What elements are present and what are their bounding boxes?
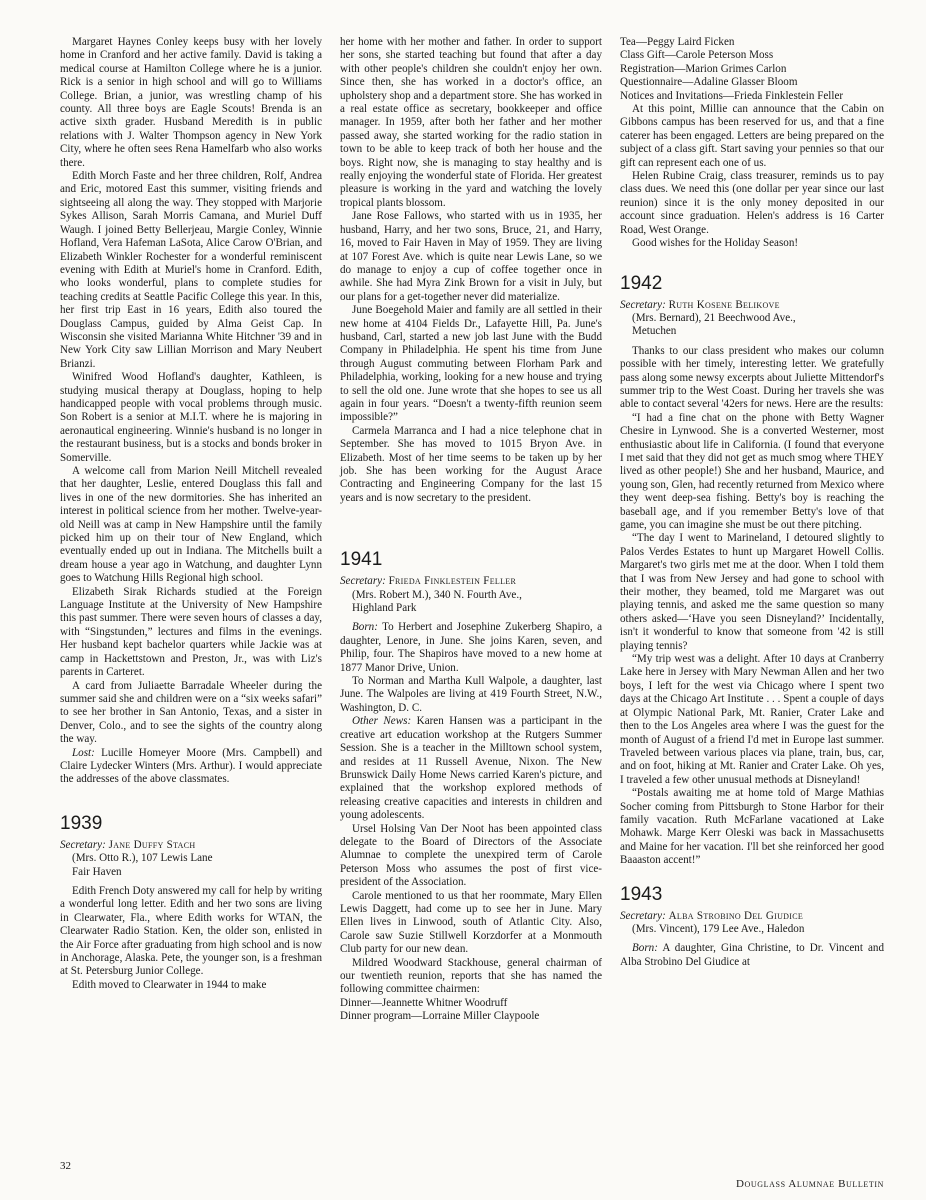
paragraph: Ursel Holsing Van Der Noot has been appointed class delegate to the Board of Directors of the Associate Alumnae to complete the unexpired term of Carole Peterson Moss who assumes the post of first vice-president of the Association. (340, 822, 602, 889)
secretary-label: Secretary: (60, 838, 106, 851)
secretary-label: Secretary: (340, 575, 386, 588)
paragraph: her home with her mother and father. In order to support her sons, she started teaching but found that after a day with other people's children she couldn't enjoy her own. Since then, she has worked in a doctor's office, an upholstery shop and a department store. She has worked in a real estate office as secretary, bookkeeper and office manager. In 1959, after both her father and her mother passed away, she started working for the radio station in town to be able to keep track of both her house and the boys. Right now, she is managing to stay healthy and is really enjoying the wonderful state of Florida. Her greatest pleasure is working in the yard and watching the lovely tropical plants blossom. (340, 36, 602, 209)
class-secretary (620, 910, 884, 937)
secretary-address: (Mrs. Otto R.), 107 Lewis Lane (72, 852, 213, 865)
committee-line: Notices and Invitations—Frieda Finklestein Feller (620, 89, 844, 102)
class-year-heading: 1942 (620, 272, 663, 294)
column-1 (60, 36, 322, 992)
paragraph: Margaret Haynes Conley keeps busy with her lovely home in Cranford and her active family. David is taking a medical course at Hamilton College where he is a junior. Rick is a senior in high school and will go to Williams College. Brian, a junior, was wrestling champ of his county. All three boys are Eagle Scouts! Brenda is an active sixth grader. Husband Meredith is in public relations with J. Walter Thompson agency in New York City, where he often sees Rena Hamelfarb who also works there. (60, 36, 322, 169)
paragraph: A card from Juliaette Barradale Wheeler during the summer said she and children were on a “six weeks safari” to see her brother in San Antonio, Texas, and a sister in Denver, Colo., and to see the sights of the country along the way. (60, 679, 322, 746)
class-secretary (340, 575, 602, 615)
paragraph: Thanks to our class president who makes our column possible with her timely, interesting letter. We gratefully pass along some newsy excerpts about Juliette Mittendorf's summer trip to the West Coast. During her travels she was able to contact several '42ers for news. Here are the results: (620, 344, 884, 411)
committee-line: Questionnaire—Adaline Glasser Bloom (620, 76, 798, 89)
page-number: 32 (60, 1160, 71, 1172)
paragraph: A welcome call from Marion Neill Mitchell revealed that her daughter, Leslie, entered Douglass this fall and lives in one of the new dormitories. She has inherited an interest in political science from her mother. Twelve-year-old Neill was at camp in New Hampshire until the family picked him up on their tour of New England, which eventually ended up out in Indiana. The Mitchells built a dream house a year ago in Watchung, and daughter Lynn goes to Watchung Hills Regional high school. (60, 465, 322, 585)
paragraph-born (620, 942, 884, 969)
paragraph: June Boegehold Maier and family are all settled in their new home at 4104 Fields Dr., Lafayette Hill, Pa. June's husband, Carl, started a new job last June with the Budd Company in Philadelphia. He spent his time from June through August commuting between Florham Park and Philadelphia, working, looking for a new house and trying to sell the old one. June wrote that she hopes to see us all again in four years. “Doesn't a twenty-fifth reunion seem impossible?” (340, 304, 602, 424)
paragraph: Edith moved to Clearwater in 1944 to make (72, 978, 267, 991)
secretary-address: (Mrs. Bernard), 21 Beechwood Ave., (632, 311, 796, 324)
paragraph: Edith Morch Faste and her three children, Rolf, Andrea and Eric, motored East this summer, visiting friends and sightseeing all along the way. They stopped with Marjorie Sykes Allison, Sarah Morris Camana, and Muriel Duff Waugh. I joined Betty Bellerjeau, Margie Conley, Winnie Hofland, Vera Hafeman LaSota, Alice Carow O'Brian, and Elizabeth Winkler Rochester for a wonderful reminiscent evening with Edith at Muriel's home in Cranford. Edith, who looks wonderful, plans to complete studies for teaching credits at Seattle Pacific College this year. In this, her first trip East in 16 years, Edith also toured the Douglass Campus, guided by Alma Geist Cap. In Wisconsin she visited Marianna White Hitchner '39 and in New York City saw Lillian Morrison and Mary Neubert Brianzi. (60, 170, 322, 370)
born-label: Born: (352, 621, 378, 634)
paragraph: Jane Rose Fallows, who started with us in 1935, her husband, Harry, and her two sons, Bruce, 21, and Harry, 16, moved to Fair Haven in May of 1959. They are living at 107 Forest Ave. which is quite near Lewis Lane, so we do manage to enjoy a cup of coffee together once in awhile. She had Myra Zink Brown for a visit in July, but our plans for a get-together never did materialize. (340, 210, 602, 303)
secretary-label: Secretary: (620, 298, 666, 311)
born-text: A daughter, Gina Christine, to Dr. Vincent and Alba Strobino Del Giudice at (620, 942, 884, 968)
class-year-heading: 1939 (60, 812, 103, 834)
committee-line: Registration—Marion Grimes Carlon (620, 62, 787, 75)
paragraph: Edith French Doty answered my call for help by writing a wonderful long letter. Edith and her two sons are living in Clearwater, Fla., where Edith works for WTAN, the Clearwater Radio Station. Ken, the older son, enlisted in the Air Force after graduating from high school and is now in Anchorage, Alaska. Pete, the younger son, is a freshman at St. Petersburg Junior College. (60, 884, 322, 978)
committee-line: Class Gift—Carole Peterson Moss (620, 49, 774, 62)
lost-text: Lucille Homeyer Moore (Mrs. Campbell) and Claire Lydecker Winters (Mrs. Arthur). I would appreciate the addresses of the above classmates. (60, 746, 322, 786)
class-secretary (620, 299, 884, 339)
lost-label: Lost: (72, 746, 95, 759)
publication-title: Douglass Alumnae Bulletin (736, 1178, 884, 1190)
column-2 (340, 36, 602, 1024)
other-news-label: Other News: (352, 715, 412, 728)
paragraph: “Postals awaiting me at home told of Marge Mathias Socher coming from Pittsburgh to Stone Harbor for their family vacation. Ruth McFarlane vacationed at Lake Mohawk. Marge Kerr Oleski was back in Massachusetts and Maine for her vacation. I'll bet she reinforced her good Baaaston accent!” (620, 787, 884, 867)
born-label: Born: (632, 942, 658, 955)
paragraph: Winifred Wood Hofland's daughter, Kathleen, is studying musical therapy at Douglass, hoping to help handicapped people with vocal problems through music. Son Robert is a senior at M.I.T. where he is majoring in aeronautical engineering. Winnie's husband is no longer in the restaurant business, but is a stocks and bonds broker in Somerville. (60, 371, 322, 464)
committee-line: Dinner program—Lorraine Miller Claypoole (340, 1010, 540, 1023)
class-year-heading: 1941 (340, 549, 383, 571)
paragraph-lost (60, 747, 322, 787)
paragraph: Mildred Woodward Stackhouse, general chairman of our twentieth reunion, reports that she has named the following committee chairmen: (340, 956, 602, 996)
secretary-name: Jane Duffy Stach (108, 838, 196, 851)
paragraph: To Norman and Martha Kull Walpole, a daughter, last June. The Walpoles are living at 419 Fourth Street, N.W., Washington, D. C. (340, 675, 602, 714)
secretary-label: Secretary: (620, 909, 666, 922)
committee-line: Tea—Peggy Laird Ficken (620, 36, 735, 48)
secretary-address: (Mrs. Vincent), 179 Lee Ave., Haledon (632, 922, 805, 935)
paragraph: Carole mentioned to us that her roommate, Mary Ellen Lewis Daggett, had come up to see her in June. Mary Ellen lives in Linwood, south of Atlantic City. Also, Carole saw Suzie Stillwell Korzdorfer at a Monmouth Club party for our new dean. (340, 889, 602, 956)
secretary-town: Highland Park (352, 602, 417, 615)
paragraph: Elizabeth Sirak Richards studied at the Foreign Language Institute at the University of New Hampshire this past summer. There were seven hours of classes a day, with “Singstunden,” lectures and films in the evenings. Her husband kept bachelor quarters while Jackie was at camp in Hackettstown and Preston, Jr., was with Liz's parents in Carteret. (60, 585, 322, 679)
secretary-town: Metuchen (632, 325, 677, 338)
paragraph: Good wishes for the Holiday Season! (632, 237, 799, 250)
secretary-name: Alba Strobino Del Giudice (668, 909, 804, 922)
class-secretary (60, 839, 322, 879)
paragraph: “The day I went to Marineland, I detoured slightly to Palos Verdes Estates to hunt up Margaret Howell Collis. Margaret's two girls met me at the door. When I told them that I was from New Jersey and had gone to school with their mother, they beamed, told me Margaret was out playing tennis, and asked me the same question so many others asked—‘Have you seen Disneyland?’ Incidentally, isn't it wonderful to know that someone from '42 is still playing tennis? (620, 532, 884, 652)
secretary-name: Ruth Kosene Belikove (668, 298, 780, 311)
paragraph: Helen Rubine Craig, class treasurer, reminds us to pay class dues. We need this (one dollar per year since our last reunion) since it is the only money deposited in our account since graduation. Helen's address is 16 Carter Road, West Orange. (620, 170, 884, 236)
committee-line: Dinner—Jeannette Whitner Woodruff (340, 996, 508, 1009)
secretary-name: Frieda Finklestein Feller (388, 575, 517, 588)
paragraph: “I had a fine chat on the phone with Betty Wagner Chesire in Lynwood. She is a converted Westerner, most enthusiastic about life in California. (I found that everyone I met said that they did not get as much smog where THEY lived as other people!) She and her husband, Maurice, and young son, Glen, had recently returned from Mexico where they went deep-sea fishing. Betty's boy is reaching the baseball age, and if you remember Betty's love of that game, you can imagine she must be out there pitching. (620, 411, 884, 531)
other-news-text: Karen Hansen was a participant in the creative art education workshop at the Rutgers Summer Session. She is a teacher in the Milltown school system, and resides at 11 Russell Avenue, Nixon. The New Brunswick Daily Home News carried Karen's picture, and explained that the workshop explored methods of releasing creative capacities and interests in children and young adolescents. (340, 715, 602, 822)
column-3 (620, 36, 884, 969)
secretary-town: Fair Haven (72, 865, 122, 878)
paragraph: Carmela Marranca and I had a nice telephone chat in September. She has moved to 1015 Bryon Ave. in Elizabeth. Most of her time seems to be taken up by her job. She has been working for the August Arace Contracting and Engineering Company for the last 15 years and is now secretary to the president. (340, 424, 602, 504)
paragraph-born (340, 621, 602, 675)
class-year-heading: 1943 (620, 883, 663, 905)
secretary-address: (Mrs. Robert M.), 340 N. Fourth Ave., (352, 588, 522, 601)
paragraph: At this point, Millie can announce that the Cabin on Gibbons campus has been reserved for us, and that a fine caterer has been engaged. Letters are being prepared on the subject of a class gift. Start saving your pennies so that our gift can represent each one of us. (620, 103, 884, 169)
born-text: To Herbert and Josephine Zukerberg Shapiro, a daughter, Lenore, in June. She joins Karen, seven, and Philip, four. The Shapiros have moved to a new home at 1877 Manor Drive, Union. (340, 621, 602, 674)
paragraph: “My trip west was a delight. After 10 days at Cranberry Lake here in Jersey with Mary Newman Allen and her two boys, I left for the west via Chicago where I spent two days at the Chicago Art Institute . . . Spent a couple of days at Olympic National Park, Mt. Ranier, Crater Lake and then to the Los Angeles area where I was the guest for the month of August of a friend I'd met in Europe last summer. Traveled between various places via plane, train, bus, car, and on foot, hiking at Mt. Ranier and Crater Lake. Oh yes, I traveled a few other unusual methods at Disneyland! (620, 653, 884, 786)
paragraph-other-news (340, 715, 602, 822)
